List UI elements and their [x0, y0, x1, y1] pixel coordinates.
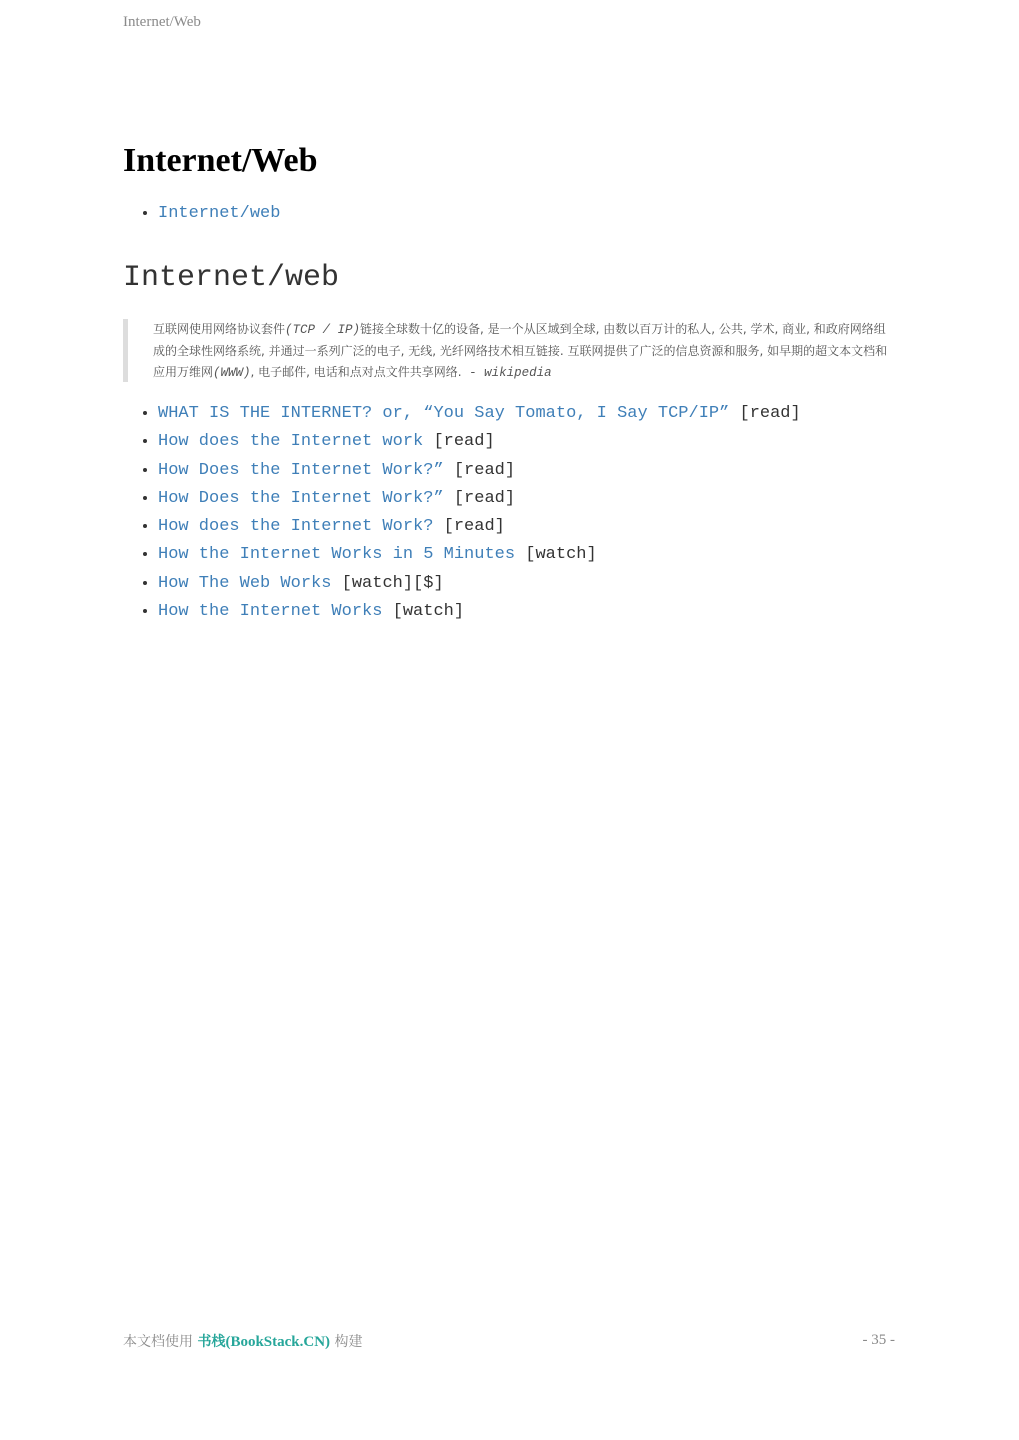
footer-prefix: 本文档使用: [123, 1334, 198, 1350]
footer-brand-link[interactable]: 书栈: [197, 1334, 226, 1350]
resource-link[interactable]: How Does the Internet Work?”: [158, 460, 444, 480]
list-item: [158, 428, 801, 456]
resource-link[interactable]: How The Web Works: [158, 573, 332, 593]
quote-source: - wikipedia: [461, 366, 552, 380]
blockquote: [123, 319, 895, 382]
list-item: [158, 570, 801, 598]
quote-text: 互联网使用网络协议套件: [153, 322, 286, 336]
footer-brand-link-en[interactable]: (BookStack.CN): [225, 1334, 331, 1350]
list-item: [158, 485, 801, 513]
resource-link[interactable]: WHAT IS THE INTERNET? or, “You Say Tomato, I Say TCP/IP”: [158, 404, 730, 423]
resource-link[interactable]: How does the Internet work: [158, 432, 424, 452]
resource-tag: [watch]: [382, 602, 465, 622]
resource-tag: [read]: [729, 404, 801, 423]
footer-suffix: 构建: [330, 1334, 363, 1350]
resource-tag: [watch][$]: [331, 573, 444, 593]
quote-text: , 电子邮件, 电话和点对点文件共享网络.: [250, 365, 462, 379]
resource-link[interactable]: How does the Internet Work?: [158, 517, 434, 537]
page-number: - 35 -: [862, 1332, 895, 1348]
resource-tag: [read]: [443, 460, 516, 480]
section-title: Internet/web: [123, 261, 340, 295]
quote-text: 链接全球数十亿的设备, 是一个从区域到全球, 由数以百万计的私人, 公共, 学术, 商业, 和政府网络组成的全球性网络系统, 并通过一系列广泛的电子, 无线, 光纤网络技术相互链接. 互联网提供了广泛的信息资源和服务, 如早期的超文本文档和应用万维网: [153, 322, 888, 379]
resource-tag: [read]: [433, 517, 505, 537]
list-item: [158, 513, 801, 541]
resource-tag: [watch]: [515, 545, 597, 565]
list-item: [158, 598, 801, 626]
quote-term-tcpip: (TCP / IP): [285, 323, 361, 337]
list-item: [158, 541, 801, 569]
quote-term-www: (WWW): [213, 366, 251, 380]
list-item: [158, 457, 801, 485]
resource-link[interactable]: How the Internet Works in 5 Minutes: [158, 545, 516, 565]
chapter-title: Internet/Web: [123, 142, 318, 179]
table-of-contents: [123, 200, 280, 228]
resource-tag: [read]: [423, 432, 495, 452]
resource-tag: [read]: [443, 488, 516, 508]
resource-link[interactable]: How the Internet Works: [158, 602, 383, 622]
resource-list: [123, 400, 801, 626]
resource-link[interactable]: How Does the Internet Work?”: [158, 488, 444, 508]
running-header: Internet/Web: [123, 14, 201, 30]
footer-credit: [123, 1331, 363, 1351]
toc-link-internet-web[interactable]: Internet/web: [158, 204, 281, 223]
toc-item: [158, 200, 280, 228]
list-item: [158, 400, 801, 428]
